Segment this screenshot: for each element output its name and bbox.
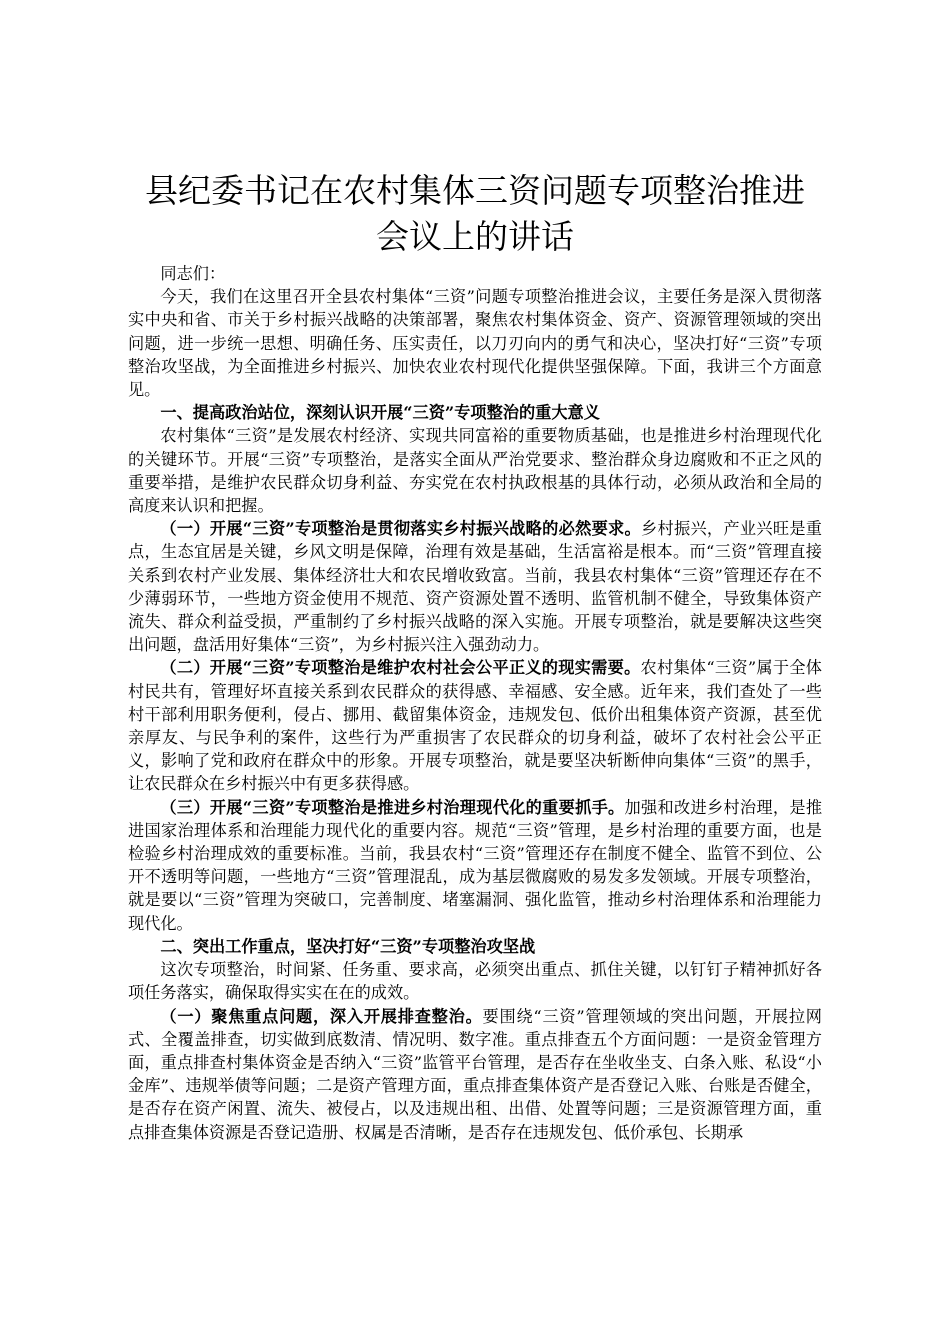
paragraph — [128, 656, 822, 795]
paragraph-text: 农村集体“三资”属于全体村民共有，管理好坏直接关系到农民群众的获得感、幸福感、安全感。近年来，我们查处了一些村干部利用职务便利，侵占、挪用、截留集体资金，违规发包、低价出租集体资产资源，甚至优亲厚友、与民争利的案件，这些行为严重损害了农民群众的切身利益，破坏了农村社会公平正义，影响了党和政府在群众中的形象。开展专项整治，就是要坚决斩断伸向集体“三资”的黑手，让农民群众在乡村振兴中有更多获得感。 — [128, 658, 822, 794]
paragraph-lead: （一）聚焦重点问题，深入开展排查整治。 — [160, 1006, 483, 1026]
paragraph-lead: （三）开展“三资”专项整治是推进乡村治理现代化的重要抓手。 — [160, 797, 625, 817]
salutation: 同志们： — [160, 264, 226, 283]
section-heading-text: 二、突出工作重点，坚决打好“三资”专项整治攻坚战 — [160, 936, 536, 956]
title-line-1: 县纪委书记在农村集体三资问题专项整治推进 — [145, 171, 805, 210]
paragraph-text: 这次专项整治，时间紧、任务重、要求高，必须突出重点、抓住关键，以钉钉子精神抓好各项任务落实，确保取得实实在在的成效。 — [128, 960, 822, 1003]
paragraph-text: 要围绕“三资”管理领域的突出问题，开展拉网式、全覆盖排查，切实做到底数清、情况明、数字准。重点排查五个方面问题：一是资金管理方面，重点排查村集体资金是否纳入“三资”监管平台管理，是否存在坐收坐支、白条入账、私设“小金库”、违规举债等问题；二是资产管理方面，重点排查集体资产是否登记入账、台账是否健全，是否存在资产闲置、流失、被侵占，以及违规出租、出借、处置等问题；三是资源管理方面，重点排查集体资源是否登记造册、权属是否清晰，是否存在违规发包、低价承包、长期承 — [128, 1006, 822, 1142]
paragraph-text: 农村集体“三资”是发展农村经济、实现共同富裕的重要物质基础，也是推进乡村治理现代化的关键环节。开展“三资”专项整治，是落实全面从严治党要求、整治群众身边腐败和不正之风的重要举措，是维护农民群众切身利益、夯实党在农村执政根基的具体行动，必须从政治和全局的高度来认识和把握。 — [128, 426, 822, 516]
paragraph-lead: （一）开展“三资”专项整治是贯彻落实乡村振兴战略的必然要求。 — [160, 519, 642, 539]
paragraph — [128, 285, 822, 401]
document-page — [128, 168, 822, 1144]
section-heading-text: 一、提高政治站位，深刻认识开展“三资”专项整治的重大意义 — [160, 403, 600, 423]
paragraph-lead: （二）开展“三资”专项整治是维护农村社会公平正义的现实需要。 — [160, 658, 641, 678]
paragraph-text: 加强和改进乡村治理，是推进国家治理体系和治理能力现代化的重要内容。规范“三资”管理，是乡村治理的重要方面，也是检验乡村治理成效的重要标准。当前，我县农村“三资”管理还存在制度不健全、监管不到位、公开不透明等问题，一些地方“三资”管理混乱，成为基层微腐败的易发多发领域。开展专项整治，就是要以“三资”管理为突破口，完善制度、堵塞漏洞、强化监管，推动乡村治理体系和治理能力现代化。 — [128, 797, 823, 933]
paragraph — [128, 517, 822, 656]
paragraph — [128, 958, 822, 1004]
paragraph — [128, 1005, 822, 1144]
paragraph-text: 乡村振兴，产业兴旺是重点，生态宜居是关键，乡风文明是保障，治理有效是基础，生活富裕是根本。而“三资”管理直接关系到农村产业发展、集体经济壮大和农民增收致富。当前，我县农村集体“三资”管理还存在不少薄弱环节，一些地方资金使用不规范、资产资源处置不透明、监管机制不健全，导致集体资产流失、群众利益受损，严重制约了乡村振兴战略的深入实施。开展专项整治，就是要解决这些突出问题，盘活用好集体“三资”，为乡村振兴注入强劲动力。 — [128, 519, 822, 655]
title-line-2: 会议上的讲话 — [376, 217, 574, 256]
section-heading — [128, 935, 822, 958]
paragraph-text: 今天，我们在这里召开全县农村集体“三资”问题专项整治推进会议，主要任务是深入贯彻落实中央和省、市关于乡村振兴战略的决策部署，聚焦农村集体资金、资产、资源管理领域的突出问题，进一步统一思想、明确任务、压实责任，以刀刃向内的勇气和决心，坚决打好“三资”专项整治攻坚战，为全面推进乡村振兴、加快农业农村现代化提供坚强保障。下面，我讲三个方面意见。 — [128, 287, 822, 400]
paragraph — [128, 424, 822, 517]
document-title — [128, 168, 822, 260]
section-heading — [128, 401, 822, 424]
paragraph — [128, 796, 822, 935]
document-body — [128, 262, 822, 1144]
